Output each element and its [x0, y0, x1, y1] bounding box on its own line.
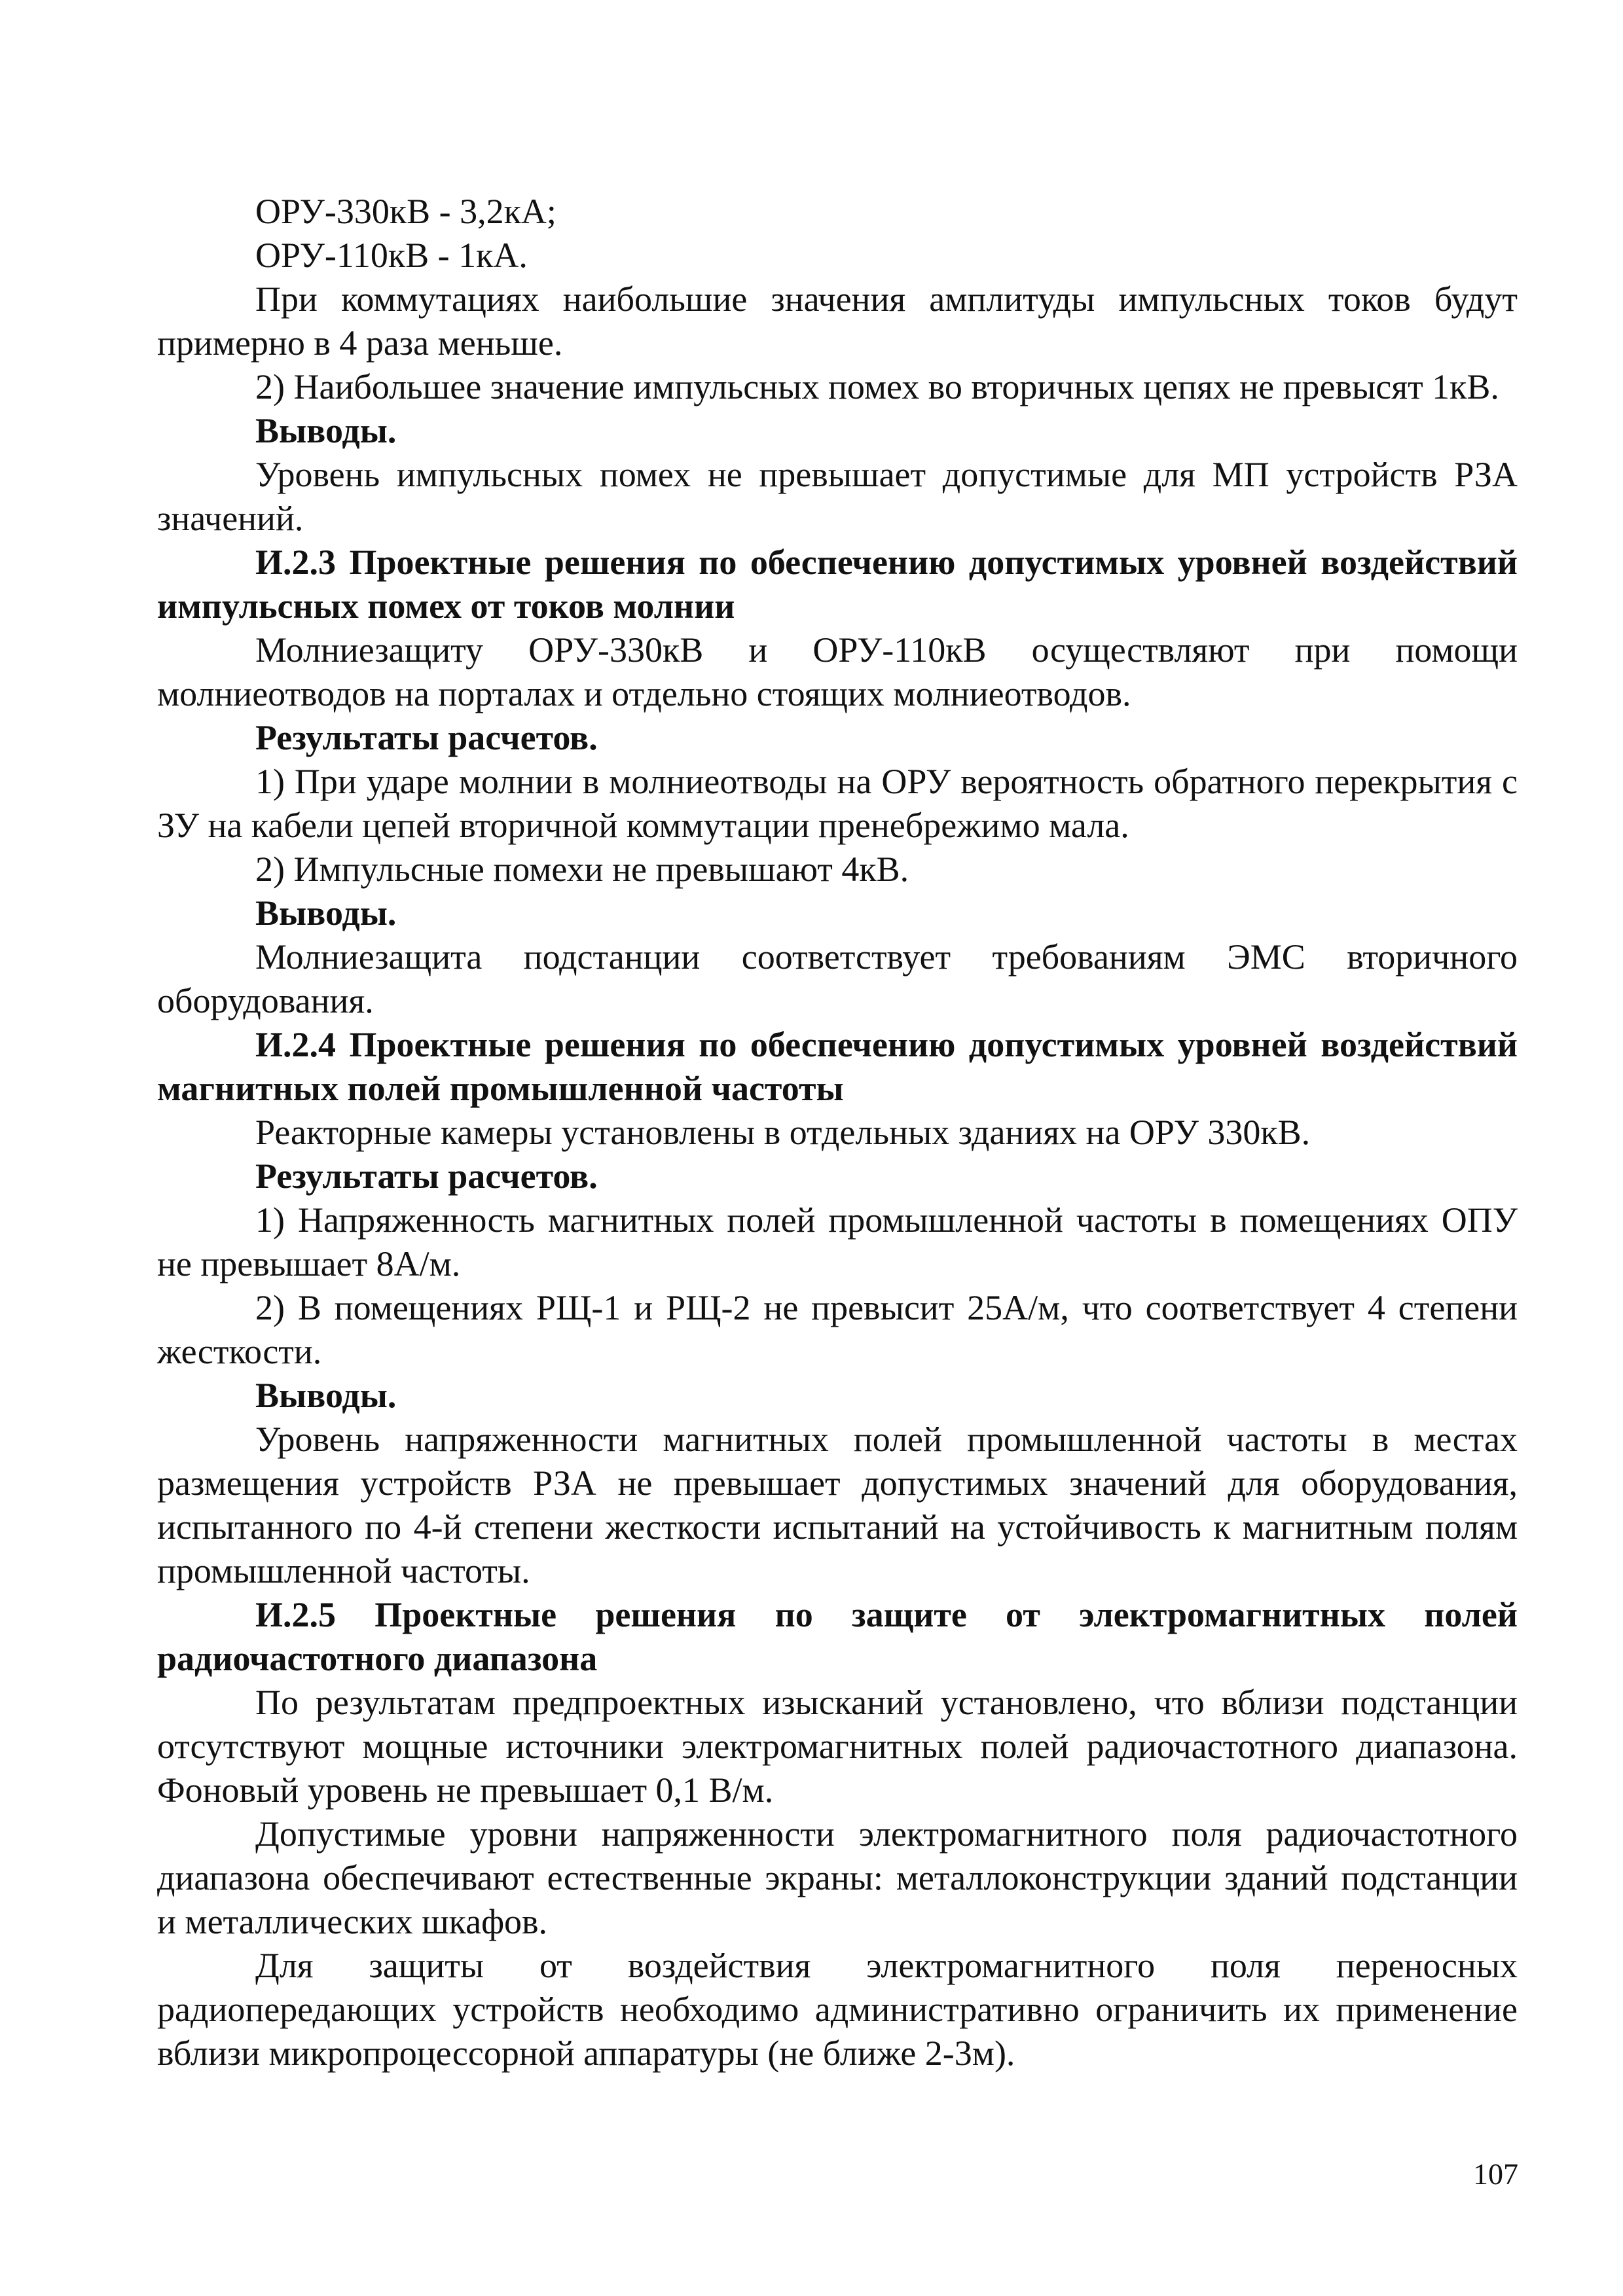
paragraph-magnetic-conclusion: Уровень напряженности магнитных полей промышленной частоты в местах размещения устройств РЗА не превышает допустимых значений для оборудования, испытанного по 4-й степени жесткости испытаний на устойчивость к магнитным полям промышленной частоты.	[157, 1420, 1518, 1590]
paragraph-screens: Допустимые уровни напряженности электромагнитного поля радиочастотного диапазона обеспечивают естественные экраны: металлоконструкции зданий подстанции и металлических шкафов.	[157, 1814, 1518, 1941]
current-line-110: ОРУ-110кВ - 1кА.	[255, 236, 528, 275]
page-number: 107	[1473, 2157, 1518, 2191]
conclusions-heading: Выводы.	[255, 411, 397, 450]
section-heading-i24: И.2.4 Проектные решения по обеспечению допустимых уровней воздействий магнитных полей промышленной частоты	[157, 1025, 1518, 1108]
paragraph-result-2: 2) Импульсные помехи не превышают 4кВ.	[255, 850, 909, 889]
paragraph-level: Уровень импульсных помех не превышает допустимые для МП устройств РЗА значений.	[157, 455, 1518, 538]
results-heading: Результаты расчетов.	[255, 1157, 598, 1196]
document-page	[157, 190, 1518, 2075]
current-line-330: ОРУ-330кВ - 3,2кА;	[255, 192, 556, 231]
results-heading: Результаты расчетов.	[255, 718, 598, 757]
paragraph-survey: По результатам предпроектных изысканий установлено, что вблизи подстанции отсутствуют мощные источники электромагнитных полей радиочастотного диапазона. Фоновый уровень не превышает 0,1 В/м.	[157, 1683, 1518, 1810]
paragraph-result-1: 1) Напряженность магнитных полей промышленной частоты в помещениях ОПУ не превышает 8А/м.	[157, 1200, 1518, 1283]
paragraph-result-1: 1) При ударе молнии в молниеотводы на ОРУ вероятность обратного перекрытия с ЗУ на кабели цепей вторичной коммутации пренебрежимо мала.	[157, 762, 1518, 845]
conclusions-heading: Выводы.	[255, 893, 397, 933]
paragraph-portable-devices: Для защиты от воздействия электромагнитного поля переносных радиопередающих устройств необходимо административно ограничить их применение вблизи микропроцессорной аппаратуры (не ближе 2-3м).	[157, 1946, 1518, 2073]
paragraph-lightning: Молниезащиту ОРУ-330кВ и ОРУ-110кВ осуществляют при помощи молниеотводов на порталах и отдельно стоящих молниеотводов.	[157, 630, 1518, 713]
paragraph-commutation: При коммутациях наибольшие значения амплитуды импульсных токов будут примерно в 4 раза меньше.	[157, 279, 1518, 363]
paragraph-result-2: 2) В помещениях РЩ-1 и РЩ-2 не превысит 25А/м, что соответствует 4 степени жесткости.	[157, 1288, 1518, 1371]
conclusions-heading: Выводы.	[255, 1376, 397, 1415]
paragraph-item-2: 2) Наибольшее значение импульсных помех во вторичных цепях не превысят 1кВ.	[255, 367, 1499, 406]
section-heading-i23: И.2.3 Проектные решения по обеспечению допустимых уровней воздействий импульсных помех от токов молнии	[157, 543, 1518, 626]
section-heading-i25: И.2.5 Проектные решения по защите от электромагнитных полей радиочастотного диапазона	[157, 1595, 1518, 1678]
paragraph-lightning-conclusion: Молниезащита подстанции соответствует требованиям ЭМС вторичного оборудования.	[157, 937, 1518, 1020]
paragraph-reactor: Реакторные камеры установлены в отдельных зданиях на ОРУ 330кВ.	[255, 1113, 1311, 1152]
